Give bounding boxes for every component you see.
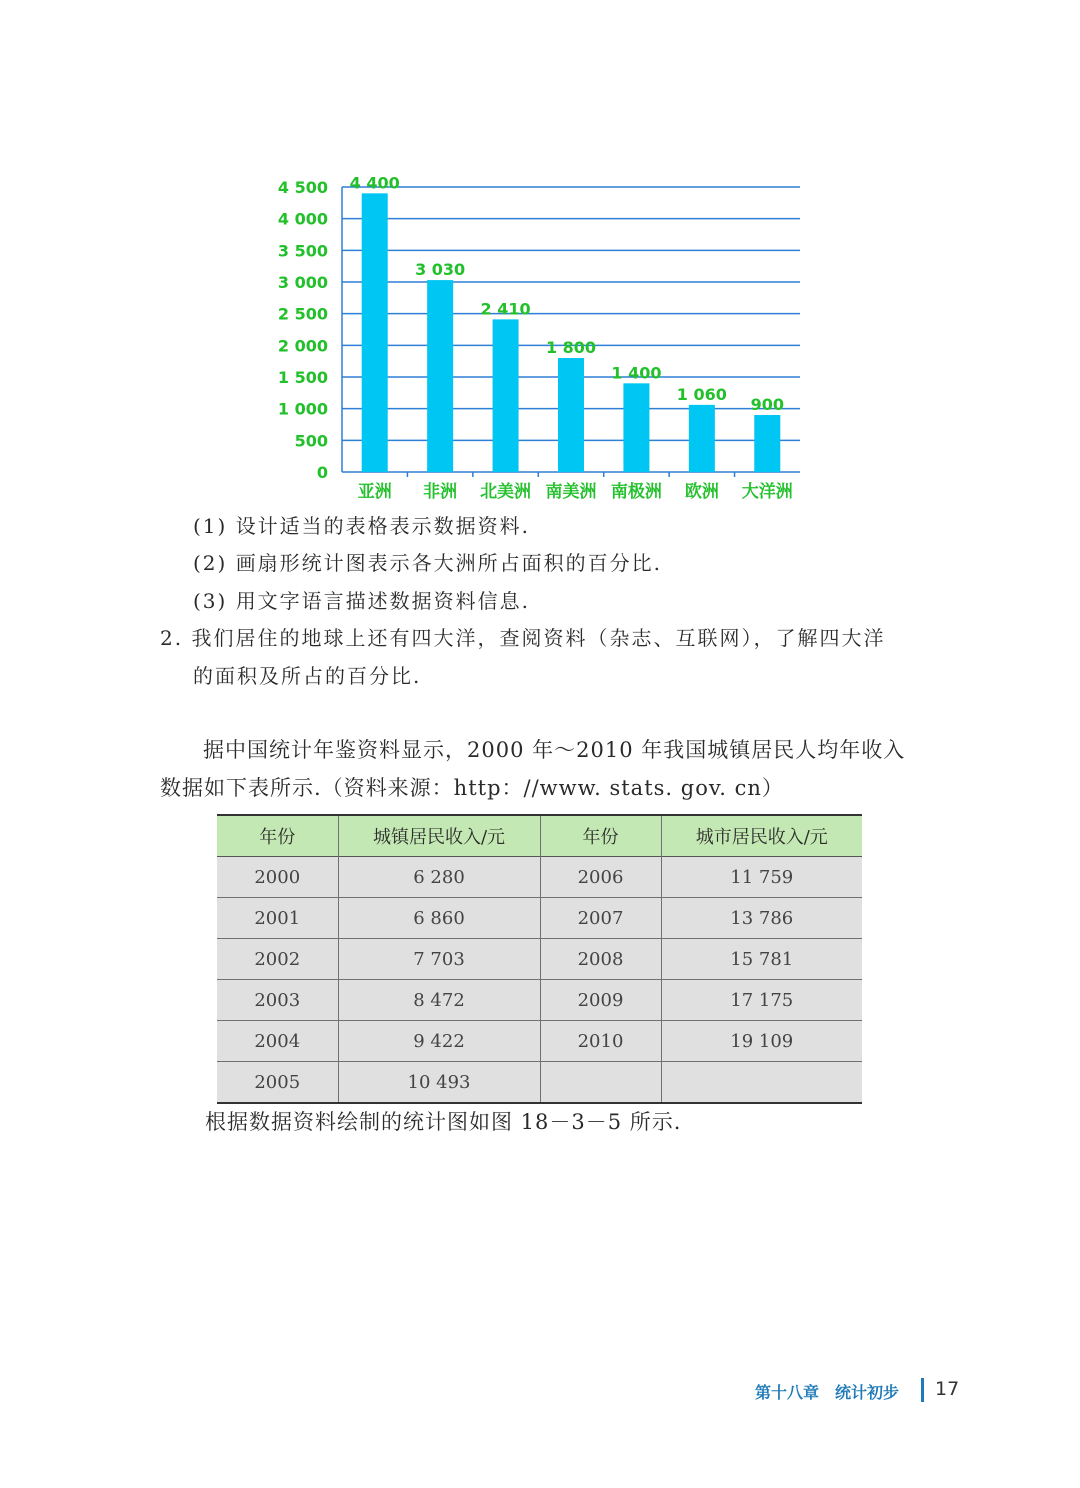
data-label: 3 030 bbox=[415, 260, 466, 280]
table-row bbox=[217, 980, 862, 1021]
exercise-2-line-2: 的面积及所占的百分比. bbox=[193, 664, 422, 688]
x-tick-label: 欧洲 bbox=[684, 482, 719, 502]
table-row bbox=[217, 1062, 862, 1104]
income-paragraph-line-1: 据中国统计年鉴资料显示，2000 年～2010 年我国城镇居民人均年收入 bbox=[203, 738, 906, 762]
data-label: 900 bbox=[750, 395, 784, 414]
chapter-title: 第十八章 统计初步 bbox=[755, 1383, 900, 1402]
data-label: 1 400 bbox=[611, 363, 662, 383]
table-cell: 7 703 bbox=[338, 939, 540, 980]
table-cell bbox=[540, 1062, 661, 1104]
bar bbox=[427, 280, 453, 472]
bar bbox=[689, 405, 715, 472]
y-tick-label: 3 000 bbox=[277, 273, 328, 292]
data-label: 4 400 bbox=[349, 173, 400, 193]
table-cell: 2002 bbox=[217, 939, 338, 980]
question-2: (2) 画扇形统计图表示各大洲所占面积的百分比. bbox=[193, 551, 663, 575]
table-cell: 8 472 bbox=[338, 980, 540, 1021]
table-header-row bbox=[217, 815, 862, 857]
table-cell: 6 860 bbox=[338, 898, 540, 939]
table-cell: 9 422 bbox=[338, 1021, 540, 1062]
table-cell: 2006 bbox=[540, 857, 661, 898]
table-cell: 2010 bbox=[540, 1021, 661, 1062]
bar bbox=[754, 415, 780, 472]
data-label: 1 800 bbox=[545, 338, 597, 357]
table-cell: 6 280 bbox=[338, 857, 540, 898]
x-tick-label: 非洲 bbox=[423, 482, 458, 502]
table-cell: 2000 bbox=[217, 857, 338, 898]
question-1: (1) 设计适当的表格表示数据资料. bbox=[193, 514, 531, 538]
y-tick-label: 4 000 bbox=[277, 209, 328, 229]
continent-area-bar-chart bbox=[260, 160, 820, 510]
table-cell: 2007 bbox=[540, 898, 661, 939]
bar bbox=[558, 358, 584, 472]
table-cell: 10 493 bbox=[338, 1062, 540, 1104]
table-cell bbox=[661, 1062, 862, 1104]
table-cell: 2005 bbox=[217, 1062, 338, 1104]
x-tick-label: 北美洲 bbox=[480, 482, 532, 502]
table-cell: 2003 bbox=[217, 980, 338, 1021]
bar bbox=[623, 383, 649, 472]
bar bbox=[362, 193, 388, 472]
table-cell: 15 781 bbox=[730, 948, 794, 970]
table-cell: 2004 bbox=[217, 1021, 338, 1062]
table-cell: 19 109 bbox=[730, 1030, 794, 1052]
header-year-2: 年份 bbox=[540, 815, 661, 857]
question-3: (3) 用文字语言描述数据资料信息. bbox=[193, 589, 531, 613]
x-tick-label: 南极洲 bbox=[610, 482, 662, 502]
y-tick-label: 0 bbox=[316, 463, 328, 482]
y-tick-label: 1 000 bbox=[277, 399, 328, 419]
y-tick-label: 2 000 bbox=[277, 336, 328, 356]
data-label: 1 060 bbox=[676, 384, 727, 404]
income-table bbox=[217, 814, 862, 1104]
table-cell: 2009 bbox=[540, 980, 661, 1021]
figure-caption: 根据数据资料绘制的统计图如图 18－3－5 所示. bbox=[205, 1110, 682, 1134]
table-row bbox=[217, 939, 862, 980]
x-tick-label: 亚洲 bbox=[357, 482, 392, 502]
table-cell: 17 175 bbox=[730, 989, 794, 1011]
table-row bbox=[217, 1021, 862, 1062]
y-tick-label: 3 500 bbox=[277, 241, 328, 261]
y-tick-label: 4 500 bbox=[277, 178, 328, 197]
table-cell: 13 786 bbox=[730, 907, 794, 929]
x-tick-label: 大洋洲 bbox=[741, 482, 793, 502]
y-tick-label: 1 500 bbox=[277, 368, 328, 387]
exercise-2-line-1: 2. 我们居住的地球上还有四大洋，查阅资料（杂志、互联网），了解四大洋 bbox=[160, 626, 886, 650]
page-number: 17 bbox=[935, 1378, 960, 1400]
y-tick-label: 2 500 bbox=[277, 304, 328, 324]
x-tick-label: 南美洲 bbox=[545, 482, 597, 502]
table-row bbox=[217, 857, 862, 898]
header-city-income: 城市居民收入/元 bbox=[695, 827, 828, 848]
table-cell: 2001 bbox=[217, 898, 338, 939]
table-cell: 11 759 bbox=[730, 866, 794, 888]
header-town-income: 城镇居民收入/元 bbox=[338, 815, 540, 857]
table-cell: 2008 bbox=[540, 939, 661, 980]
footer-divider bbox=[921, 1378, 924, 1402]
header-year-1: 年份 bbox=[217, 815, 338, 857]
table-row bbox=[217, 898, 862, 939]
y-tick-label: 500 bbox=[294, 431, 328, 451]
bar bbox=[493, 319, 519, 472]
data-label: 2 410 bbox=[480, 299, 531, 319]
income-paragraph-line-2: 数据如下表所示.（资料来源：http：//www. stats. gov. cn） bbox=[160, 776, 784, 800]
